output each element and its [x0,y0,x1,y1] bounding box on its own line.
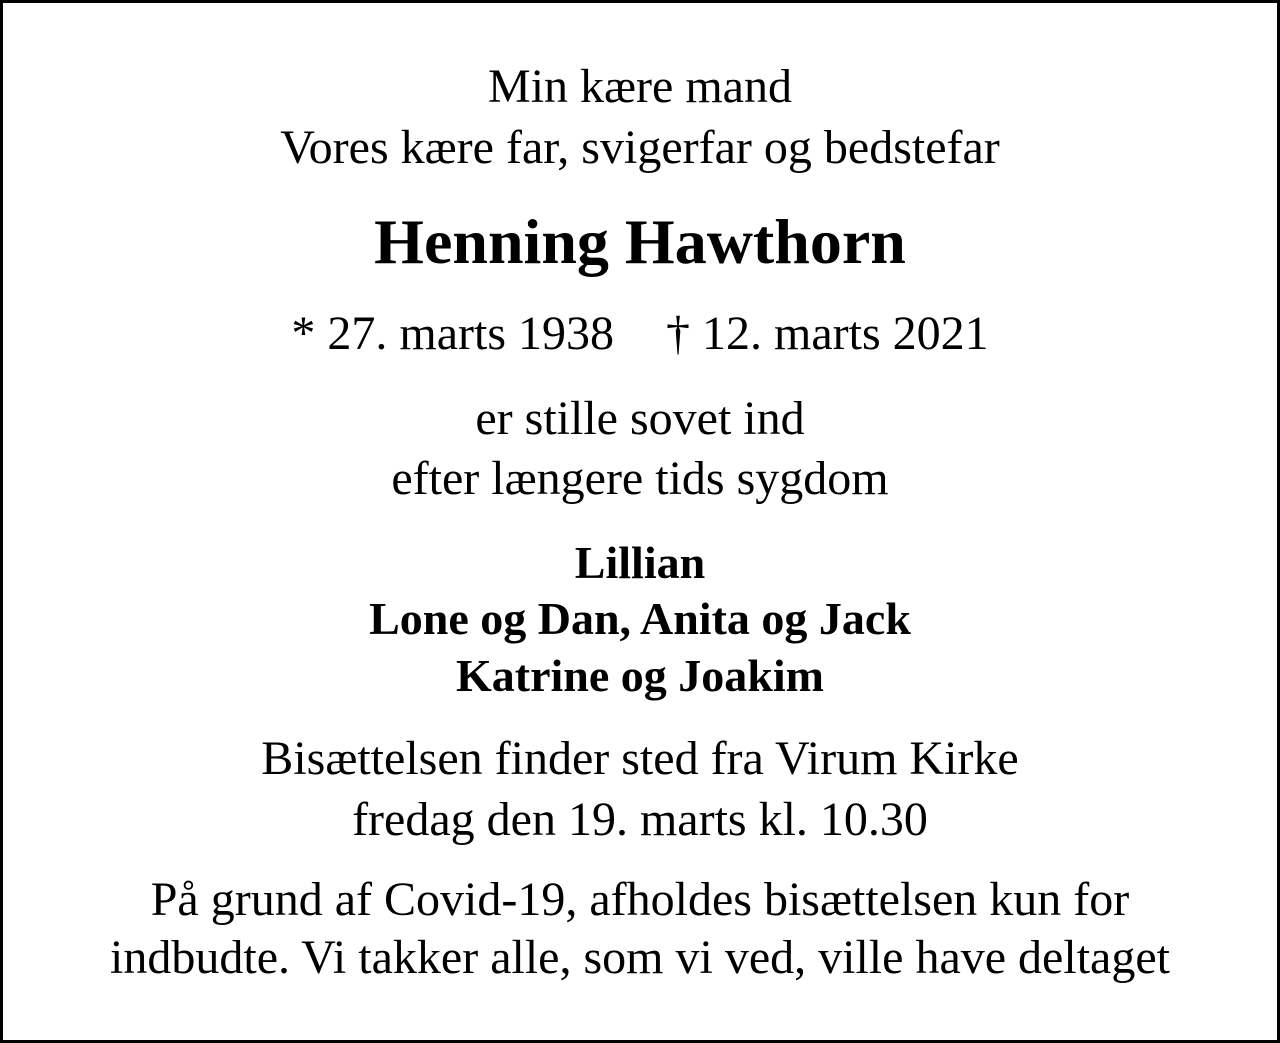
life-dates [3,307,1277,360]
family-line-2: Lone og Dan, Anita og Jack [369,593,911,644]
intro-line-2: Vores kære far, svigerfar og bedstefar [280,121,1000,174]
funeral-line-1: Bisættelsen finder sted fra Virum Kirke [261,732,1019,785]
passing-line-2: efter længere tids sygdom [391,452,889,505]
family-line-3: Katrine og Joakim [456,650,824,701]
birth-date: * 27. marts 1938 [291,307,614,360]
intro-line-1: Min kære mand [488,60,792,113]
passing-line-1: er stille sovet ind [475,392,805,445]
family-line-1: Lillian [574,537,706,588]
covid-line-1: På grund af Covid-19, afholdes bisættelsen kun for [150,873,1130,926]
covid-line-2: indbudte. Vi takker alle, som vi ved, ville have deltaget [110,931,1170,984]
death-date: † 12. marts 2021 [666,307,989,360]
deceased-name: Henning Hawthorn [374,206,906,277]
funeral-line-2: fredag den 19. marts kl. 10.30 [352,793,928,846]
